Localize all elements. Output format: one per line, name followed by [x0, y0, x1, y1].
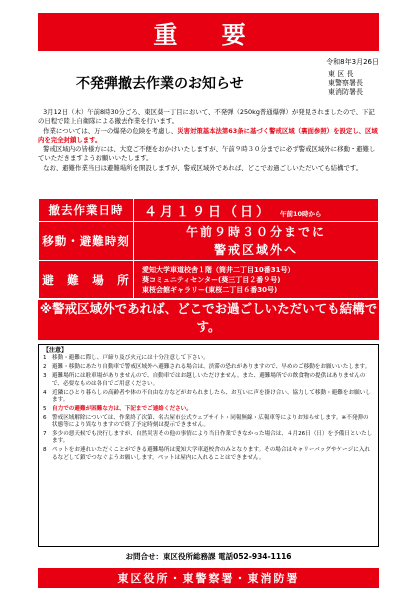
- intro-paragraph: なお、避難作業当日は避難場所を開設しますが、警戒区域外であれば、どこでお過ごしいただいても結構です。: [43, 163, 363, 172]
- note-text: 避難場所には駐車場がありませんので、自動車ではお越しいただけません。また、避難場所での飲食物の提供はありませんので、必要なものは各自でご用意ください。: [52, 373, 366, 387]
- note-text: 避難・移動にあたり自動車で警戒区域外へ避難される場合は、渋滞の恐れがありますので、早めのご移動をお願いいたします。: [52, 364, 371, 371]
- notes-heading: 【注意】: [43, 347, 68, 354]
- issuer-list: [328, 70, 363, 97]
- note-text: ペットをお連れいただくことができる避難場所は愛知大学車道校舎のみとなります。その場合はキャリーバッグやケージに入れるなどして鎖でつなぐようお願いします。ペットは屋内に入れることはできません。: [52, 447, 371, 461]
- note-item: 6 警戒区域解除については、作業終了次第、名古屋市公式ウェブサイト・同報無線・広報車等によりお知らせします。※不発弾の状態等により異なりますので終了予定時刻は提示できません。: [43, 414, 369, 429]
- shelter-label: 避 難 場 所: [39, 261, 134, 299]
- note-item: 8 ペットをお連れいただくことができる避難場所は愛知大学車道校舎のみとなります。その場合はキャリーバッグやケージに入れるなどして鎖でつなぐようお願いします。ペットは屋内に入れることはできません。: [43, 447, 371, 461]
- move-deadline: 午前９時３０分までに: [185, 225, 326, 239]
- issuer: 東消防署長: [328, 88, 363, 96]
- issuer: 東 区 長: [328, 70, 354, 78]
- date-label: 撤去作業日時: [39, 199, 134, 222]
- work-date: ４月１９日（日）: [144, 204, 273, 220]
- intro-text: [38, 108, 378, 173]
- move-label: 移動・避難時刻: [39, 222, 134, 261]
- shelter-item: 東桜会館ギャラリー(東桜二丁目６番30号): [142, 285, 278, 294]
- issuer: 東警察署長: [328, 79, 363, 87]
- notes-box: [38, 344, 379, 547]
- footer-banner: 東区役所・東警察署・東消防署: [38, 568, 379, 588]
- note-item: 3 避難場所には駐車場がありませんので、自動車ではお越しいただけません。また、避難場所での飲食物の提供はありませんので、必要なものは各自でご用意ください。: [43, 373, 366, 387]
- note-item: 5 自力での避難が困難な方は、下記までご連絡ください。: [43, 405, 192, 412]
- shelter-list: [134, 261, 379, 299]
- note-item: 7 多少の悪天候でも決行しますが、自然災害その他の事情により当日作業できなかった場合は、４月26日（日）を予備日といたします。: [43, 431, 373, 445]
- note-item: 1 移動・避難に際し、戸締り及び火元には十分注意して下さい。: [43, 355, 209, 362]
- move-value-cell: [134, 222, 379, 261]
- notes-list: [43, 355, 374, 462]
- contact-info: お問合せ：東区役所総務課 電話052-934-1116: [125, 552, 292, 561]
- note-item: 2 避難・移動にあたり自動車で警戒区域外へ避難される場合は、渋滞の恐れがありますので、早めのご移動をお願いいたします。: [43, 364, 371, 371]
- note-text: 移動・避難に際し、戸締り及び火元には十分注意して下さい。: [52, 355, 209, 362]
- intro-text-span: 作業については、万一の爆発の危険を考慮し、: [43, 126, 178, 135]
- note-text: 警戒区域解除については、作業終了次第、名古屋市公式ウェブサイト・同報無線・広報車等によりお知らせします。※不発弾の状態等により異なりますので終了予定時刻は提示できません。: [52, 414, 369, 429]
- document-title: 不発弾撤去作業のお知らせ: [76, 76, 244, 92]
- intro-paragraph: 警戒区域内の皆様方には、大変ご不便をおかけいたしますが、午前９時３０分までに必ず警戒区域外に移動・避難していただきますようお願いいたします。: [38, 145, 376, 163]
- note-text: 自力での避難が困難な方は、下記までご連絡ください。: [52, 405, 192, 412]
- note-text: 近隣にひとり暮らしの高齢者や体の不自由な方などがおられましたら、お互いに声を掛け合い、協力して移動・避難をお願いします。: [52, 389, 371, 403]
- move-destination: 警戒区域外へ: [213, 243, 298, 257]
- note-text: 多少の悪天候でも決行しますが、自然災害その他の事情により当日作業できなかった場合は、４月26日（日）を予備日といたします。: [52, 431, 373, 445]
- note-item: 4 近隣にひとり暮らしの高齢者や体の不自由な方などがおられましたら、お互いに声を掛け合い、協力して移動・避難をお願いします。: [43, 389, 371, 403]
- issue-date: 令和8年3月26日: [326, 58, 379, 66]
- shelter-item: 葵コミュニティセンター(葵三丁目２番９号): [142, 275, 281, 284]
- intro-paragraph: 3月12日（木）午前8時30分ごろ、東区葵一丁目において、不発弾（250kg普通爆弾）が発見されましたので、下記の日程で陸上自衛隊による撤去作業を行います。: [38, 108, 375, 126]
- shelter-item: 愛知大学車道校舎１階（筒井二丁目10番31号）: [142, 265, 295, 274]
- warning-area-text: 災害対策基本法第63条に基づく警戒区域（裏面参照）を設定し、区域内を完全封鎖します。: [38, 126, 378, 144]
- work-start-time: 午前10時から: [280, 209, 322, 218]
- importance-banner: 重 要: [38, 13, 379, 51]
- schedule-table: [38, 198, 379, 299]
- date-value-cell: [134, 199, 379, 222]
- intro-paragraph: [38, 127, 378, 146]
- outside-zone-notice: ※警戒区域外であれば、どこでお過ごしいただいても結構です。: [38, 300, 379, 340]
